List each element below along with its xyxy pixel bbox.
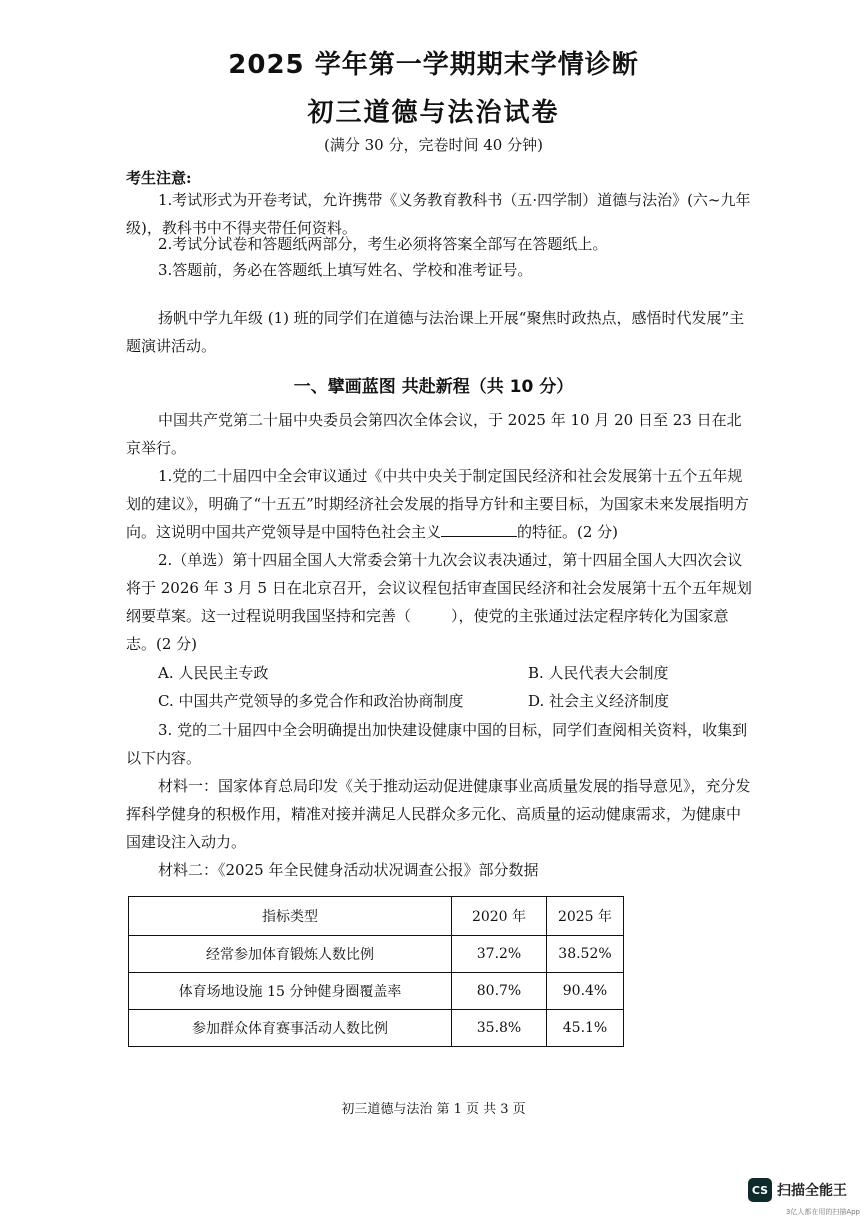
scanner-watermark [748,1178,847,1202]
table-row [129,1010,624,1047]
fitness-data-table [128,896,624,1047]
table-cell: 38.52% [547,936,624,973]
option-a: A. 人民民主专政 [158,664,269,682]
question-1-answer-blank [441,520,517,537]
notice-heading: 考生注意: [126,169,192,187]
exam-subject-title: 初三道德与法治试卷 [307,98,560,128]
table-header-cell: 2020 年 [452,897,547,936]
table-cell: 经常参加体育锻炼人数比例 [129,936,452,973]
notice-item-2: 2.考试分试卷和答题纸两部分，考生必须将答案全部写在答题纸上。 [158,235,608,253]
scanner-logo-icon: CS [748,1178,772,1202]
page-footer: 初三道德与法治 第 1 页 共 3 页 [341,1102,526,1117]
option-b: B. 人民代表大会制度 [528,664,669,682]
exam-title: 2025 学年第一学期期末学情诊断 [228,50,639,80]
section-1-lead: 中国共产党第二十届中央委员会第四次全体会议，于 2025 年 10 月 20 日至 23 日在北京举行。 [126,411,742,457]
intro-paragraph: 扬帆中学九年级 (1) 班的同学们在道德与法治课上开展“聚焦时政热点，感悟时代发展”主题演讲活动。 [126,309,745,355]
table-cell: 37.2% [452,936,547,973]
table-cell: 80.7% [452,973,547,1010]
table-cell: 体育场地设施 15 分钟健身圈覆盖率 [129,973,452,1010]
table-cell: 90.4% [547,973,624,1010]
table-cell: 参加群众体育赛事活动人数比例 [129,1010,452,1047]
table-row [129,973,624,1010]
question-1-text-after: 的特征。(2 分) [517,523,619,541]
table-header-cell: 指标类型 [129,897,452,936]
table-header-row [129,897,624,936]
option-d: D. 社会主义经济制度 [528,692,670,710]
exam-score-time: (满分 30 分，完卷时间 40 分钟) [324,136,543,154]
notice-item-1: 1.考试形式为开卷考试，允许携带《义务教育教科书（五·四学制）道德与法治》(六~九年级)，教科书中不得夹带任何资料。 [126,191,751,237]
material-2-caption: 材料二：《2025 年全民健身活动状况调查公报》部分数据 [158,861,539,879]
option-c: C. 中国共产党领导的多党合作和政治协商制度 [158,692,464,710]
table-header-cell: 2025 年 [547,897,624,936]
scanner-tagline: 3亿人都在用的扫描App [785,1208,860,1216]
notice-item-3: 3.答题前，务必在答题纸上填写姓名、学校和准考证号。 [158,261,533,279]
question-2-text-before: 2.（单选）第十四届全国人大常委会第十九次会议表决通过，第十四届全国人大四次会议将于 2026 年 3 月 5 日在北京召开，会议议程包括审查国民经济和社会发展第十五个五年规划纲要草案。这一过程说明我国坚持和完善（ [126,551,752,625]
section-1-title: 一、擘画蓝图 共赴新程（共 10 分） [293,377,574,397]
question-3: 3. 党的二十届四中全会明确提出加快建设健康中国的目标，同学们查阅相关资料，收集到以下内容。 [126,721,748,767]
material-1: 材料一：国家体育总局印发《关于推动运动促进健康事业高质量发展的指导意见》，充分发挥科学健身的积极作用，精准对接并满足人民群众多元化、高质量的运动健康需求，为健康中国建设注入动力。 [126,777,751,851]
question-1 [126,462,752,546]
question-1-text-before: 1.党的二十届四中全会审议通过《中共中央关于制定国民经济和社会发展第十五个五年规划的建议》，明确了“十五五”时期经济社会发展的指导方针和主要目标，为国家未来发展指明方向。这说明中国共产党领导是中国特色社会主义 [126,467,749,541]
scanner-app-name: 扫描全能王 [777,1183,847,1199]
table-cell: 35.8% [452,1010,547,1047]
question-2 [126,546,752,658]
question-2-text-after: ），使党的主张通过法定程序转化为国家意志。(2 分) [126,607,729,653]
table-cell: 45.1% [547,1010,624,1047]
table-row [129,936,624,973]
